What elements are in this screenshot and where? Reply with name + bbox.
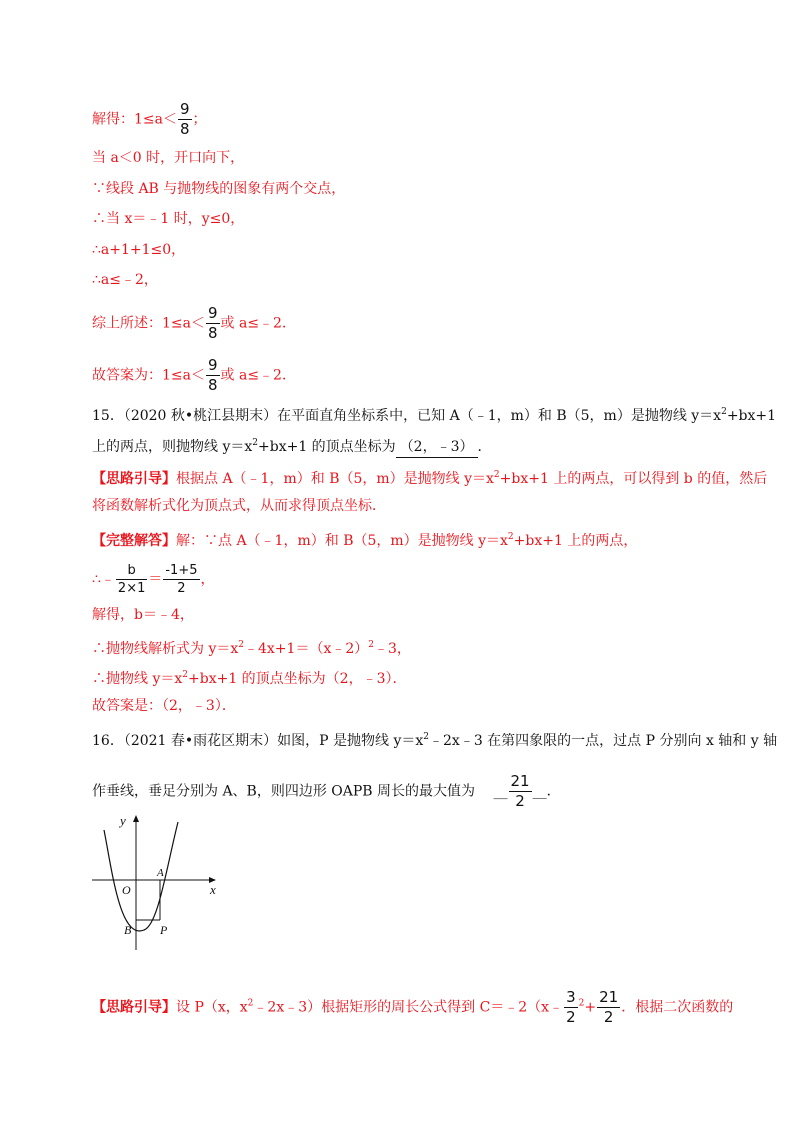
fraction-3-2	[564, 988, 578, 1027]
frac-num: 9	[207, 304, 218, 322]
text: ＝	[148, 571, 163, 588]
q16-stem-line-2	[92, 772, 561, 811]
text: +bx+1 上的两点，	[513, 533, 638, 549]
text: 上的两点，则抛物线 y＝x	[92, 439, 253, 455]
text: 15．（2020 秋•桃江县期末）在平面直角坐标系中，已知 A（﹣1，m）和 B（5，m）是抛物线 y＝x	[92, 408, 722, 424]
text: ∴抛物线 y＝x	[92, 671, 183, 687]
text: ﹣4x+1＝（x﹣2）	[244, 641, 369, 657]
superscript: 2	[368, 640, 374, 650]
text: ．	[477, 439, 492, 455]
answer-blank: （2，﹣3）	[396, 437, 478, 458]
fraction-b-over-2x1	[116, 562, 147, 597]
q15-stem-line-1	[92, 402, 776, 426]
parabola-curve	[104, 822, 178, 931]
q15-solution-line-6: 故答案是：（2，﹣3）．	[92, 698, 236, 714]
text: +bx+1 的顶点坐标为	[258, 439, 396, 455]
superscript: 2	[238, 640, 244, 650]
text: ，	[200, 571, 215, 588]
text: 故答案为：1≤a＜	[92, 367, 205, 384]
text: ；	[192, 111, 207, 128]
q15-solution-line-4	[92, 635, 411, 659]
solution-line-7	[92, 304, 296, 343]
text: +bx+1	[726, 408, 777, 424]
frac-den: 2	[597, 1007, 620, 1027]
superscript: 2	[721, 407, 727, 417]
text: 16．（2021 春•雨花区期末）如图，P 是抛物线 y＝x	[92, 733, 424, 749]
q15-solution-line-5	[92, 665, 407, 689]
text: 或 a≤﹣2．	[220, 367, 296, 384]
solution-line-5: ∴a+1+1≤0，	[92, 242, 186, 258]
q15-solution-line-1	[92, 527, 637, 551]
q15-solution-line-2	[92, 562, 215, 597]
text: ∴抛物线解析式为 y＝x	[92, 641, 239, 657]
frac-den: 2×1	[117, 581, 146, 596]
text: 或 a≤﹣2．	[220, 315, 296, 332]
superscript: 2	[247, 998, 254, 1009]
q15-stem-line-2	[92, 433, 492, 458]
text: ．根据二次函数的	[621, 999, 734, 1016]
text: 解：∵点 A（﹣1，m）和 B（5，m）是抛物线 y＝x	[176, 533, 508, 549]
frac-num: b	[127, 563, 136, 578]
frac-num: 9	[179, 100, 190, 118]
frac-num: 9	[207, 356, 218, 374]
fraction-21-2	[509, 772, 532, 811]
q15-solution-line-3: 解得，b＝﹣4，	[92, 607, 194, 623]
frac-num: 21	[510, 772, 530, 790]
fraction-9-8	[206, 304, 220, 343]
y-axis-arrow-icon	[133, 815, 139, 822]
q15-hint-line-2: 将函数解析式化为顶点式，从而求得顶点坐标．	[92, 498, 386, 514]
fraction-9-8	[206, 356, 220, 395]
label-a: A	[157, 867, 164, 879]
text: 综上所述：1≤a＜	[92, 315, 205, 332]
text: +bx+1 的顶点坐标为（2，﹣3）．	[188, 671, 407, 687]
text: 设 P（x，x	[176, 999, 248, 1016]
frac-den: 8	[207, 376, 218, 394]
superscript: 2	[182, 670, 188, 680]
parabola-figure	[90, 810, 230, 960]
text: 作垂线，垂足分别为 A、B，则四边形 OAPB 周长的最大值为	[92, 783, 476, 800]
text: 解得：1≤a＜	[92, 111, 177, 128]
superscript: 2	[493, 470, 500, 480]
label-p: P	[160, 923, 168, 937]
solution-line-2: 当 a＜0 时，开口向下，	[92, 150, 245, 166]
answer-blank-left: __	[493, 783, 508, 800]
label-b: B	[124, 923, 132, 937]
superscript: 2	[252, 438, 258, 448]
superscript: 2	[423, 732, 430, 742]
text: ﹣3，	[373, 641, 411, 657]
fraction-9-8	[178, 100, 192, 139]
answer-blank-right: __．	[532, 783, 561, 800]
frac-den: 2	[509, 791, 532, 811]
text: +	[584, 999, 597, 1016]
solution-line-6: ∴a≤﹣2，	[92, 272, 158, 288]
frac-den: 8	[207, 324, 218, 342]
superscript: 2	[507, 532, 514, 542]
text: ∴﹣	[92, 571, 115, 588]
hint-tag: 【思路引导】	[92, 471, 176, 487]
solution-tag: 【完整解答】	[92, 533, 176, 549]
frac-den: 8	[179, 120, 190, 138]
text: ﹣2x﹣3）根据矩形的周长公式得到 C＝﹣2（x﹣	[253, 999, 564, 1016]
hint-tag: 【思路引导】	[92, 999, 176, 1016]
frac-den: 2	[163, 579, 199, 597]
label-x: x	[210, 882, 216, 897]
frac-num: 3	[566, 988, 576, 1006]
text: ﹣2x﹣3 在第四象限的一点，过点 P 分别向 x 轴和 y 轴	[429, 733, 778, 749]
solution-line-8	[92, 356, 296, 395]
q15-hint-line-1	[92, 465, 767, 489]
text: +bx+1 上的两点，可以得到 b 的值，然后	[499, 471, 768, 487]
solution-line-3: ∵线段 AB 与抛物线的图象有两个交点，	[92, 181, 346, 197]
fraction-sum-over-2	[163, 562, 199, 597]
frac-num: 21	[599, 988, 619, 1006]
label-o: O	[122, 883, 131, 897]
fraction-21-2	[597, 988, 620, 1027]
frac-den: 2	[566, 1008, 576, 1026]
label-y: y	[120, 813, 126, 828]
text: 根据点 A（﹣1，m）和 B（5，m）是抛物线 y＝x	[176, 471, 494, 487]
q16-stem-line-1	[92, 727, 777, 751]
superscript: 2	[578, 998, 585, 1009]
solution-line-1	[92, 100, 207, 139]
frac-num: -1+5	[165, 563, 198, 578]
q16-hint-line-1	[92, 988, 733, 1027]
solution-line-4: ∴当 x＝﹣1 时，y≤0，	[92, 211, 245, 227]
